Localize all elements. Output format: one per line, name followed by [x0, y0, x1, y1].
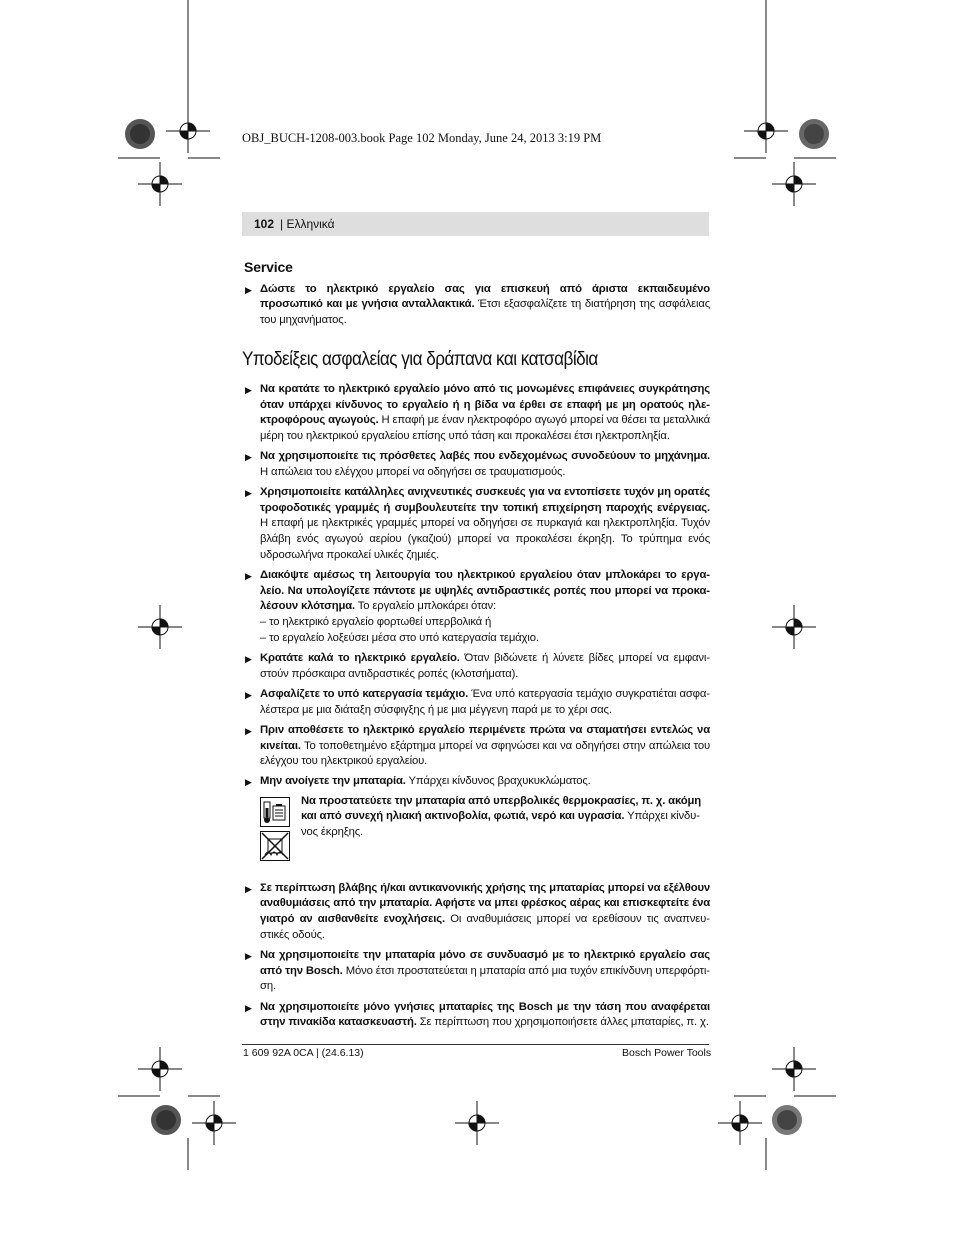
dash-item: – το ηλεκτρικό εργαλείο φορτωθεί υπερβολικά ή — [260, 616, 492, 629]
list-item — [242, 651, 710, 682]
item-bold-text: Διακόψτε αμέσως τη λειτουργία του ηλεκτρικού εργαλείου όταν μπλοκάρει το εργαλείο. Να υπολογίζετε πάντοτε με υψηλές αντιδραστικές ροπές που μπορεί να προκαλέσουν κλότσημα. — [260, 569, 710, 613]
bullet-triangle-icon: ▶ — [245, 488, 252, 499]
item-text: Σε περίπτωση που χρησιμοποιήσετε άλλες μπαταρίες, π. χ. — [416, 1016, 709, 1029]
bullet-triangle-icon: ▶ — [245, 284, 252, 295]
item-bold-text: Να προστατεύετε την μπαταρία από υπερβολικές θερμοκρασίες, π. χ. ακόμη και από συνεχή ηλιακή ακτινοβολία, φωτιά, νερό και υγρασία. — [301, 794, 702, 823]
list-item — [242, 485, 710, 564]
item-text: Όταν βιδώνετε ή λύνετε βίδες μπορεί να εμφανιστούν πρόσκαιρα αντιδραστικές ροπές (κλοτσήματα). — [260, 652, 710, 680]
item-text: Η απώλεια του ελέγχου μπορεί να οδηγήσει σε τραυματισμούς. — [260, 465, 566, 478]
item-text: Υπάρχει κίνδυνος έκρηξης. — [301, 810, 700, 839]
item-bold-text: Ασφαλίζετε το υπό κατεργασία τεμάχιο. — [260, 687, 469, 700]
list-item — [242, 774, 710, 790]
page-number: 102 — [254, 217, 275, 231]
battery-warning-block — [242, 795, 710, 873]
footer-brand: Bosch Power Tools — [622, 1047, 712, 1059]
item-bold-text: Μην ανοίγετε την μπαταρία. — [260, 775, 406, 788]
dash-item: – το εργαλείο λοξεύσει μέσα στο υπό κατεργασία τεμάχιο. — [260, 631, 539, 644]
item-text: Ένα υπό κατεργασία τεμάχιο συγκρατιέται ασφαλέστερα με μια διάταξη σύσφιγξης ή με μια μέγγενη παρά με το χέρι σας. — [260, 687, 710, 716]
service-heading: Service — [244, 259, 293, 275]
bullet-triangle-icon: ▶ — [245, 384, 252, 395]
item-bold-text: Δώστε το ηλεκτρικό εργαλείο σας για επισκευή από άριστα εκπαιδευμένο προσωπικό και με γνήσια ανταλλακτικά. — [260, 282, 710, 311]
item-bold-text: Να κρατάτε το ηλεκτρικό εργαλείο μόνο από τις μονωμένες επιφάνειες συγκράτησης όταν υπάρχει κίνδυνος το εργαλείο ή η βίδα να έρθει σε επαφή με μη ορατούς ηλεκτροφόρους αγωγούς. — [260, 382, 710, 427]
bullet-triangle-icon: ▶ — [245, 689, 252, 700]
item-bold-text: Να χρησιμοποιείτε μόνο γνήσιες μπαταρίες της Bosch με την τάση που αναφέρεται στην πινακίδα κατασκευαστή. — [260, 1000, 710, 1029]
bullet-triangle-icon: ▶ — [245, 452, 252, 463]
page-header-bar — [242, 212, 709, 236]
list-item — [242, 282, 710, 329]
item-bold-text: Σε περίπτωση βλάβης ή/και αντικανονικής χρήσης της μπαταρίας μπορεί να εξέλθουν αναθυμιάσεις από την μπαταρία. Αφήστε να μπει φρέσκος αέρας και επισκεφτείτε ένα γιατρό αν αισθανθείτε ενοχλήσεις. — [260, 881, 710, 926]
item-text: Μόνο έτσι προστατεύεται η μπαταρία από μια τυχόν επικίνδυνη υπερφόρτιση. — [260, 964, 711, 993]
list-item — [242, 723, 710, 770]
bullet-triangle-icon: ▶ — [245, 951, 252, 961]
page-language: | Ελληνικά — [280, 217, 335, 231]
list-item — [242, 449, 710, 480]
item-text: Το εργαλείο μπλοκάρει όταν: — [355, 600, 497, 613]
battery-temperature-icon — [260, 797, 290, 827]
list-item — [242, 687, 710, 718]
list-item — [242, 568, 710, 647]
bullet-triangle-icon: ▶ — [245, 1002, 252, 1013]
bullet-triangle-icon: ▶ — [245, 571, 252, 582]
item-text: Το τοποθετημένο εξάρτημα μπορεί να σφηνώσει και να οδηγήσει στην απώλεια του ελέγχου του ηλεκτρικού εργαλείου. — [260, 739, 710, 768]
file-info-header: OBJ_BUCH-1208-003.book Page 102 Monday, June 24, 2013 3:19 PM — [242, 131, 602, 145]
bullet-triangle-icon: ▶ — [245, 883, 252, 894]
item-bold-text: Κρατάτε καλά το ηλεκτρικό εργαλείο. — [260, 652, 460, 665]
bullet-triangle-icon: ▶ — [245, 725, 252, 736]
item-text: Έτσι εξασφαλίζετε τη διατήρηση της ασφάλειας του μηχανήματος. — [260, 298, 710, 327]
footer-divider — [242, 1044, 709, 1045]
page-content — [242, 260, 710, 1036]
item-bold-text: Χρησιμοποιείτε κατάλληλες ανιχνευτικές συσκευές για να εντοπίσετε τυχόν μη ορατές τροφοδοτικές γραμμές ή συμβουλευτείτε την τοπική επιχείρηση παροχής ενέργειας. — [260, 486, 710, 514]
bullet-triangle-icon: ▶ — [245, 654, 252, 665]
item-text: Οι αναθυμιάσεις μπορεί να ερεθίσουν τις αναπνευστικές οδούς. — [260, 913, 710, 941]
bullet-triangle-icon: ▶ — [245, 777, 252, 788]
battery-warning-text — [301, 794, 711, 841]
footer-doc-code: 1 609 92A 0CA | (24.6.13) — [243, 1047, 364, 1059]
item-bold-text: Πριν αποθέσετε το ηλεκτρικό εργαλείο περιμένετε πρώτα να σταματήσει εντελώς να κινείται. — [260, 723, 710, 752]
list-item — [242, 1000, 710, 1031]
section-heading: Υποδείξεις ασφαλείας για δράπανα και κατσαβίδια — [242, 347, 598, 370]
item-text: Η επαφή με ηλεκτρικές γραμμές μπορεί να οδηγήσει σε πυρκαγιά και ηλεκτροπληξία. Τυχόν βλάβη ενός αγωγού αερίου (γκαζιού) μπορεί να προκαλέσει έκρηξη. Το τρύπημα ενός υδροσωλήνα προκαλεί υλικές ζημιές. — [260, 517, 710, 561]
item-bold-text: Να χρησιμοποιείτε τις πρόσθετες λαβές που ενδεχομένως συνοδεύουν το μηχάνημα. — [260, 450, 710, 463]
no-water-fire-icon — [260, 831, 290, 861]
item-bold-text: Να χρησιμοποιείτε την μπαταρία μόνο σε συνδυασμό με το ηλεκτρικό εργαλείο σας από την Bosch. — [260, 949, 710, 977]
list-item — [242, 881, 710, 944]
item-text: Η επαφή με έναν ηλεκτροφόρο αγωγό μπορεί να θέσει τα μεταλλικά μέρη του ηλεκτρικού εργαλείου επίσης υπό τάση και προκαλέσει έτσι ηλεκτροπληξία. — [260, 414, 710, 442]
list-item — [242, 382, 710, 445]
item-text: Υπάρχει κίνδυνος βραχυκυκλώματος. — [405, 775, 591, 788]
list-item — [242, 948, 710, 995]
